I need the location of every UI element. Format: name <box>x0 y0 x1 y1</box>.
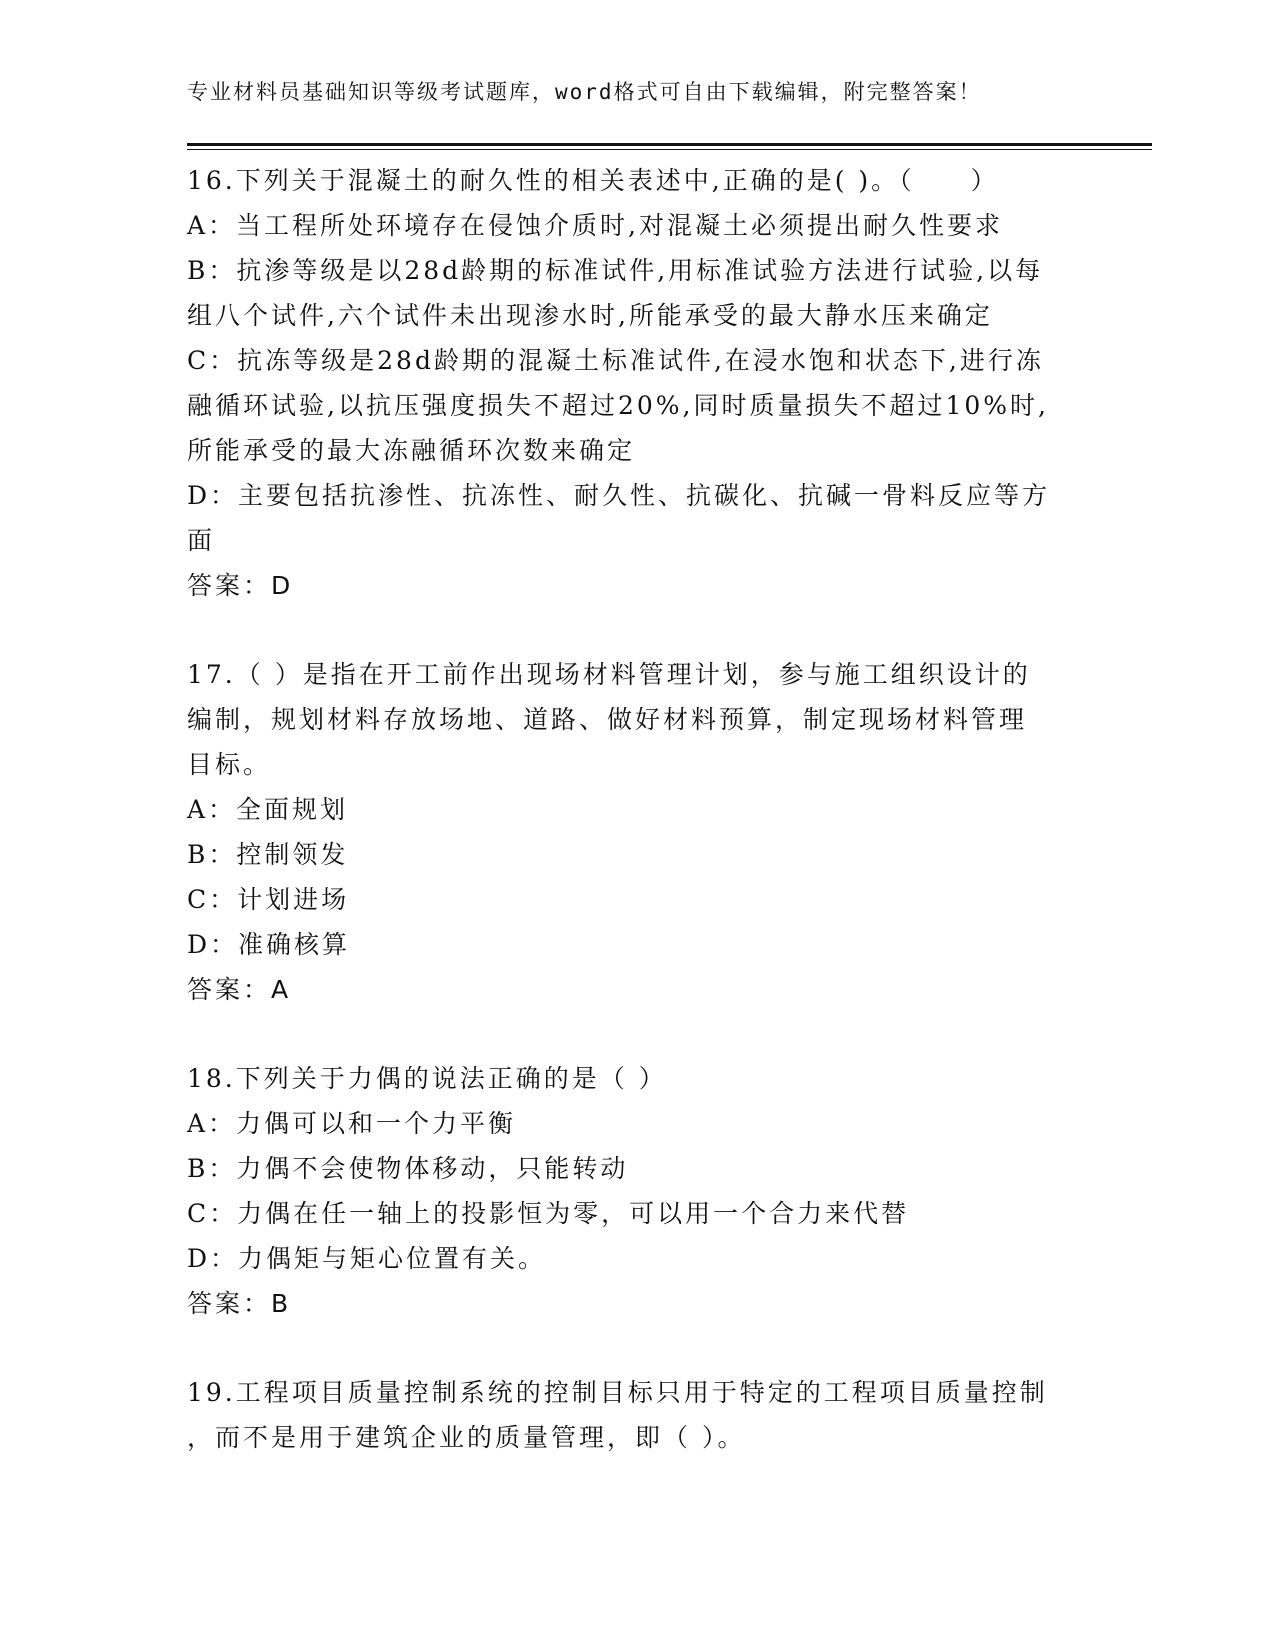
question-17 <box>187 652 1087 1012</box>
question-spacer <box>187 608 1087 652</box>
question-16 <box>187 158 1087 608</box>
question-18-answer: 答案：B <box>187 1289 292 1318</box>
question-spacer <box>187 1326 1087 1370</box>
question-19-stem-line-1: 19.工程项目质量控制系统的控制目标只用于特定的工程项目质量控制 <box>187 1378 1048 1407</box>
question-18 <box>187 1056 1087 1326</box>
question-18-stem: 18.下列关于力偶的说法正确的是（ ） <box>187 1064 667 1093</box>
question-16-option-b-line-2: 组八个试件,六个试件未出现渗水时,所能承受的最大静水压来确定 <box>187 301 993 330</box>
question-19-stem-line-2: ，而不是用于建筑企业的质量管理，即（ ）。 <box>187 1423 746 1452</box>
question-list <box>187 158 1087 1460</box>
page-header: 专业材料员基础知识等级考试题库，word格式可自由下载编辑，附完整答案！ <box>187 80 982 104</box>
question-16-option-b-line-1: B：抗渗等级是以28d龄期的标准试件,用标准试验方法进行试验,以每 <box>187 256 1044 285</box>
question-19 <box>187 1370 1087 1460</box>
question-17-option-b: B：控制领发 <box>187 840 349 869</box>
question-spacer <box>187 1012 1087 1056</box>
header-rule-thin <box>187 149 1152 150</box>
question-16-option-d-line-2: 面 <box>187 526 216 555</box>
header-rule-thick <box>187 143 1152 146</box>
question-16-option-c-line-2: 融循环试验,以抗压强度损失不超过20%,同时质量损失不超过10%时, <box>187 391 1049 420</box>
question-17-stem-line-3: 目标。 <box>187 750 272 779</box>
question-17-option-a: A：全面规划 <box>187 795 349 824</box>
question-17-answer: 答案：A <box>187 975 292 1004</box>
question-18-option-b: B：力偶不会使物体移动，只能转动 <box>187 1154 629 1183</box>
question-16-option-a: A：当工程所处环境存在侵蚀介质时,对混凝土必须提出耐久性要求 <box>187 211 1004 240</box>
question-16-option-c-line-3: 所能承受的最大冻融循环次数来确定 <box>187 436 636 465</box>
question-16-option-d-line-1: D：主要包括抗渗性、抗冻性、耐久性、抗碳化、抗碱一骨料反应等方 <box>187 481 1051 510</box>
question-17-option-c: C：计划进场 <box>187 885 350 914</box>
question-18-option-a: A：力偶可以和一个力平衡 <box>187 1109 517 1138</box>
question-17-stem-line-2: 编制，规划材料存放场地、道路、做好材料预算，制定现场材料管理 <box>187 705 1028 734</box>
question-17-stem-line-1: 17.（ ）是指在开工前作出现场材料管理计划，参与施工组织设计的 <box>187 660 1031 689</box>
question-16-answer: 答案：D <box>187 571 294 600</box>
question-17-option-d: D：准确核算 <box>187 930 351 959</box>
question-16-option-c-line-1: C：抗冻等级是28d龄期的混凝土标准试件,在浸水饱和状态下,进行冻 <box>187 346 1044 375</box>
question-18-option-c: C：力偶在任一轴上的投影恒为零，可以用一个合力来代替 <box>187 1199 910 1228</box>
question-16-stem-line-1: 16.下列关于混凝土的耐久性的相关表述中,正确的是( )。（ ） <box>187 166 999 195</box>
question-18-option-d: D：力偶矩与矩心位置有关。 <box>187 1244 547 1273</box>
